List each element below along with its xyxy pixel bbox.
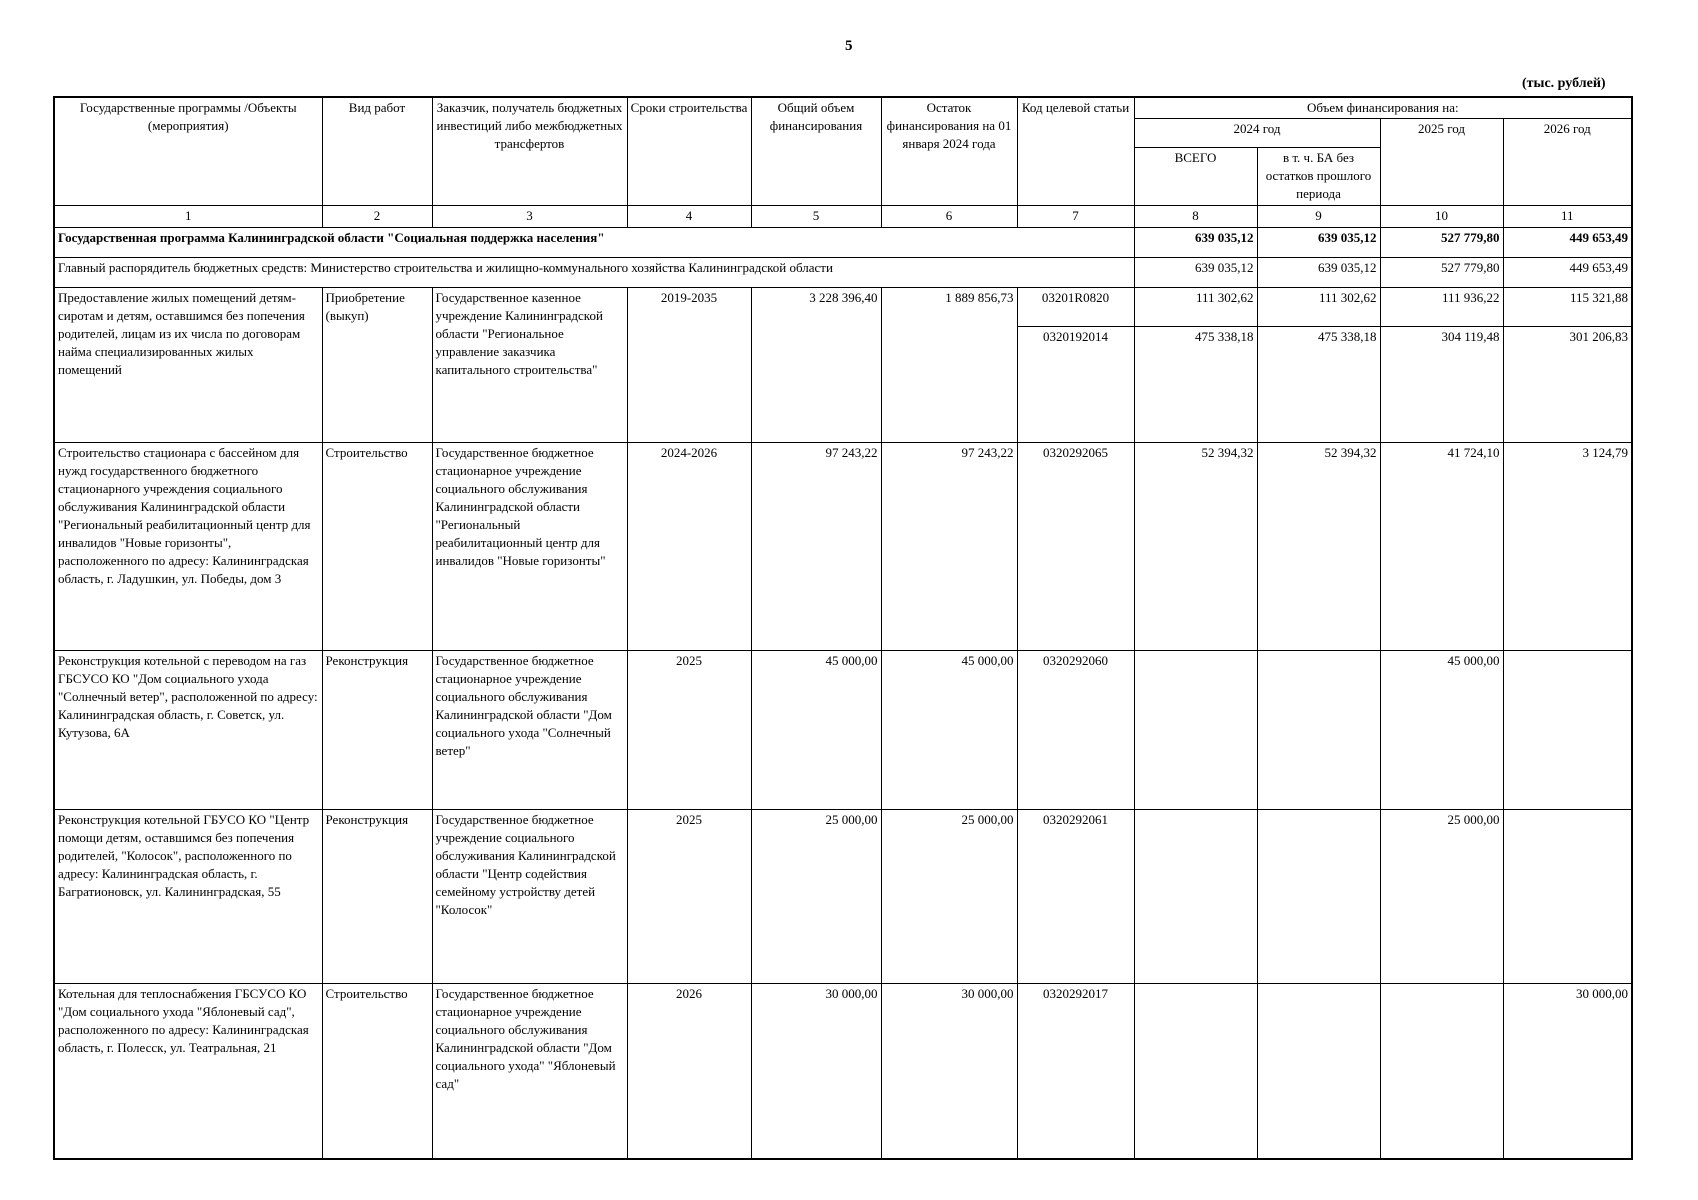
column-number: 5 xyxy=(751,206,881,227)
table-row xyxy=(54,288,1632,326)
administrator-row xyxy=(54,257,1632,287)
construction-terms: 2026 xyxy=(627,984,751,1159)
y2026: 3 124,79 xyxy=(1503,443,1632,651)
y2026: 301 206,83 xyxy=(1503,326,1632,442)
y2025: 41 724,10 xyxy=(1380,443,1503,651)
column-numbers-row xyxy=(54,206,1632,227)
administrator-title: Главный распорядитель бюджетных средств: Министерство строительства и жилищно-коммунального хозяйства Калининградской области xyxy=(54,257,1134,287)
administrator-2024-total: 639 035,12 xyxy=(1134,257,1257,287)
y2024-total: 111 302,62 xyxy=(1134,288,1257,326)
total-volume: 45 000,00 xyxy=(751,651,881,810)
object-name: Предоставление жилых помещений детям-сиротам и детям, оставшимся без попечения родителей, лицам из их числа по договорам найма специализированных жилых помещений xyxy=(54,288,322,443)
y2024-ba: 52 394,32 xyxy=(1257,443,1380,651)
header-incl-ba: в т. ч. БА без остатков прошлого периода xyxy=(1257,147,1380,206)
total-volume: 25 000,00 xyxy=(751,810,881,984)
work-type: Реконструкция xyxy=(322,810,432,984)
column-number: 10 xyxy=(1380,206,1503,227)
y2025: 304 119,48 xyxy=(1380,326,1503,442)
y2024-ba xyxy=(1257,651,1380,810)
customer: Государственное бюджетное учреждение социального обслуживания Калининградской области "Центр содействия семейному устройству детей "Колосок" xyxy=(432,810,627,984)
y2026: 115 321,88 xyxy=(1503,288,1632,326)
table-row xyxy=(54,443,1632,651)
work-type: Строительство xyxy=(322,984,432,1159)
target-code: 03201R0820 xyxy=(1017,288,1134,326)
column-number: 6 xyxy=(881,206,1017,227)
column-number: 7 xyxy=(1017,206,1134,227)
total-volume: 97 243,22 xyxy=(751,443,881,651)
header-year-2024: 2024 год xyxy=(1134,119,1380,147)
y2025 xyxy=(1380,984,1503,1159)
target-code: 0320292061 xyxy=(1017,810,1134,984)
construction-terms: 2025 xyxy=(627,651,751,810)
header-programs: Государственные программы /Объекты (мероприятия) xyxy=(54,97,322,206)
header-row-1 xyxy=(54,97,1632,119)
units-label: (тыс. рублей) xyxy=(1522,76,1606,91)
total-volume: 30 000,00 xyxy=(751,984,881,1159)
program-2024-total: 639 035,12 xyxy=(1134,227,1257,257)
y2025: 25 000,00 xyxy=(1380,810,1503,984)
balance: 1 889 856,73 xyxy=(881,288,1017,443)
table-row xyxy=(54,810,1632,984)
customer: Государственное казенное учреждение Калининградской области "Региональное управление заказчика капитального строительства" xyxy=(432,288,627,443)
work-type: Строительство xyxy=(322,443,432,651)
y2026: 30 000,00 xyxy=(1503,984,1632,1159)
object-name: Котельная для теплоснабжения ГБСУСО КО "Дом социального ухода "Яблоневый сад", расположенного по адресу: Калининградская область, г. Полесск, ул. Театральная, 21 xyxy=(54,984,322,1159)
y2026 xyxy=(1503,651,1632,810)
table-row xyxy=(54,651,1632,810)
target-code: 0320292017 xyxy=(1017,984,1134,1159)
object-name: Реконструкция котельной ГБУСО КО "Центр помощи детям, оставшимся без попечения родителей, "Колосок", расположенного по адресу: Калининградская область, г. Багратионовск, ул. Калининградская, 55 xyxy=(54,810,322,984)
y2025: 111 936,22 xyxy=(1380,288,1503,326)
object-name: Реконструкция котельной с переводом на газ ГБСУСО КО "Дом социального ухода "Солнечный ветер", расположенной по адресу: Калининградская область, г. Советск, ул. Кутузова, 6А xyxy=(54,651,322,810)
y2025: 45 000,00 xyxy=(1380,651,1503,810)
header-balance: Остаток финансирования на 01 января 2024 года xyxy=(881,97,1017,206)
y2024-ba xyxy=(1257,810,1380,984)
header-total: ВСЕГО xyxy=(1134,147,1257,206)
administrator-2024-ba: 639 035,12 xyxy=(1257,257,1380,287)
work-type: Приобретение (выкуп) xyxy=(322,288,432,443)
target-code: 0320192014 xyxy=(1017,326,1134,442)
page-number: 5 xyxy=(845,38,853,54)
target-code: 0320292065 xyxy=(1017,443,1134,651)
program-title: Государственная программа Калининградской области "Социальная поддержка населения" xyxy=(54,227,1134,257)
header-total-volume: Общий объем финансирования xyxy=(751,97,881,206)
program-row xyxy=(54,227,1632,257)
customer: Государственное бюджетное стационарное учреждение социального обслуживания Калининградской области "Дом социального ухода" "Яблоневый сад" xyxy=(432,984,627,1159)
total-volume: 3 228 396,40 xyxy=(751,288,881,443)
financing-table xyxy=(53,96,1633,1160)
y2024-total xyxy=(1134,651,1257,810)
column-number: 9 xyxy=(1257,206,1380,227)
administrator-2025: 527 779,80 xyxy=(1380,257,1503,287)
balance: 25 000,00 xyxy=(881,810,1017,984)
balance: 30 000,00 xyxy=(881,984,1017,1159)
program-2026: 449 653,49 xyxy=(1503,227,1632,257)
work-type: Реконструкция xyxy=(322,651,432,810)
y2026 xyxy=(1503,810,1632,984)
customer: Государственное бюджетное стационарное учреждение социального обслуживания Калининградской области "Региональный реабилитационный центр для инвалидов "Новые горизонты" xyxy=(432,443,627,651)
construction-terms: 2019-2035 xyxy=(627,288,751,443)
balance: 45 000,00 xyxy=(881,651,1017,810)
construction-terms: 2024-2026 xyxy=(627,443,751,651)
object-name: Строительство стационара с бассейном для нужд государственного бюджетного стационарного учреждения социального обслуживания Калининградской области "Региональный реабилитационный центр для инвалидов "Новые горизонты", расположенного по адресу: Калининградская область, г. Ладушкин, ул. Победы, дом 3 xyxy=(54,443,322,651)
program-2025: 527 779,80 xyxy=(1380,227,1503,257)
header-terms: Сроки строительства xyxy=(627,97,751,206)
y2024-ba xyxy=(1257,984,1380,1159)
table-row xyxy=(54,984,1632,1159)
y2024-total xyxy=(1134,810,1257,984)
header-target-code: Код целевой статьи xyxy=(1017,97,1134,206)
header-year-2026: 2026 год xyxy=(1503,119,1632,206)
header-financing: Объем финансирования на: xyxy=(1134,97,1632,119)
column-number: 11 xyxy=(1503,206,1632,227)
customer: Государственное бюджетное стационарное учреждение социального обслуживания Калининградской области "Дом социального ухода "Солнечный ветер" xyxy=(432,651,627,810)
program-2024-ba: 639 035,12 xyxy=(1257,227,1380,257)
column-number: 2 xyxy=(322,206,432,227)
y2024-total: 475 338,18 xyxy=(1134,326,1257,442)
balance: 97 243,22 xyxy=(881,443,1017,651)
y2024-total: 52 394,32 xyxy=(1134,443,1257,651)
y2024-ba: 111 302,62 xyxy=(1257,288,1380,326)
column-number: 3 xyxy=(432,206,627,227)
column-number: 4 xyxy=(627,206,751,227)
y2024-total xyxy=(1134,984,1257,1159)
column-number: 8 xyxy=(1134,206,1257,227)
administrator-2026: 449 653,49 xyxy=(1503,257,1632,287)
target-code: 0320292060 xyxy=(1017,651,1134,810)
header-customer: Заказчик, получатель бюджетных инвестиций либо межбюджетных трансфертов xyxy=(432,97,627,206)
header-work-type: Вид работ xyxy=(322,97,432,206)
header-year-2025: 2025 год xyxy=(1380,119,1503,206)
column-number: 1 xyxy=(54,206,322,227)
construction-terms: 2025 xyxy=(627,810,751,984)
y2024-ba: 475 338,18 xyxy=(1257,326,1380,442)
